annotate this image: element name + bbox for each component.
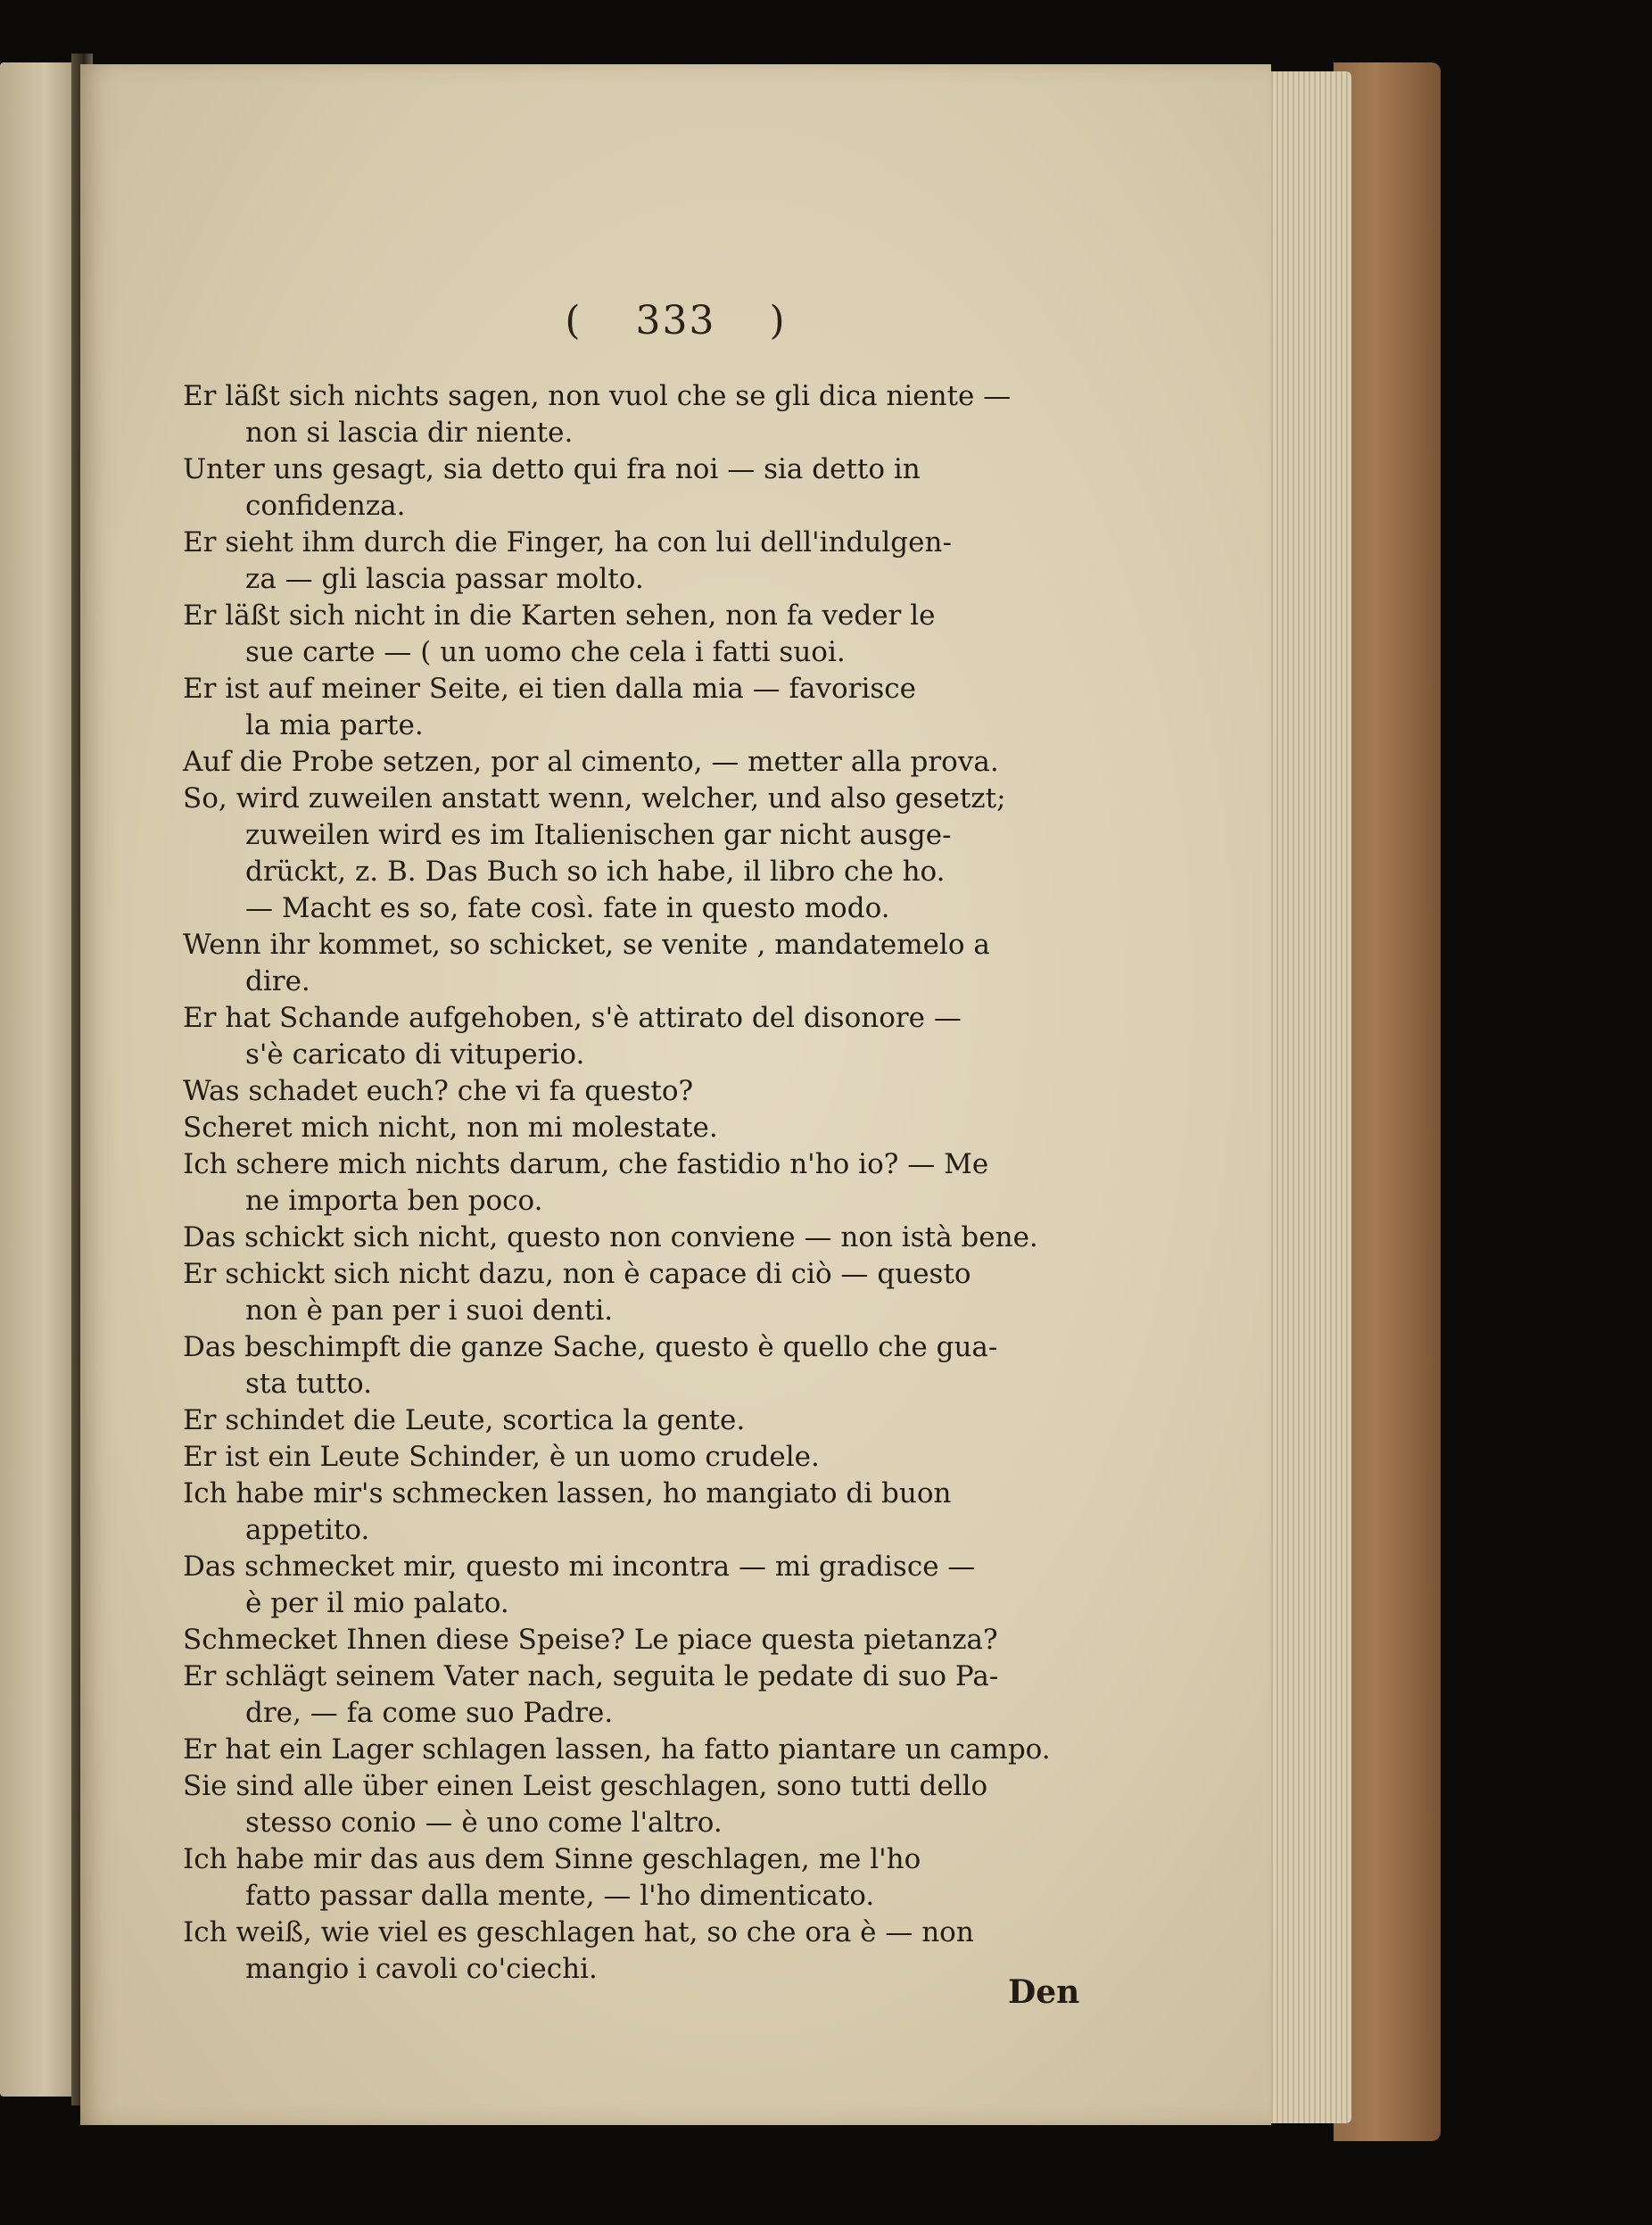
entry-line: Ich habe mir's schmecken lassen, ho mangiato di buon — [183, 1477, 952, 1510]
page-header — [80, 298, 1271, 343]
entry-line: ne importa ben poco. — [245, 1185, 543, 1217]
entry-line: stesso conio — è uno come l'altro. — [245, 1807, 723, 1839]
dictionary-entry — [183, 1841, 1164, 1915]
entry-line: la mia parte. — [245, 709, 424, 741]
entry-line: s'è caricato di vituperio. — [245, 1038, 585, 1071]
left-facing-page — [0, 62, 82, 2097]
dictionary-entry — [183, 1768, 1164, 1841]
dictionary-entry — [183, 598, 1164, 671]
dictionary-entry — [183, 378, 1164, 451]
dictionary-entry — [183, 1658, 1164, 1732]
entry-line: Er schindet die Leute, scortica la gente. — [183, 1404, 746, 1436]
entry-line: Das beschimpft die ganze Sache, questo è quello che gua- — [183, 1331, 998, 1363]
entry-line: non si lascia dir niente. — [245, 417, 574, 449]
entry-line: Sie sind alle über einen Leist geschlagen, sono tutti dello — [183, 1770, 988, 1802]
dictionary-entry — [183, 1549, 1164, 1622]
dictionary-entry — [183, 781, 1164, 927]
entry-line: So, wird zuweilen anstatt wenn, welcher, und also gesetzt; — [183, 782, 1006, 815]
entry-line: Unter uns gesagt, sia detto qui fra noi — sia detto in — [183, 453, 921, 485]
dictionary-entry — [183, 927, 1164, 1000]
entry-line: drückt, z. B. Das Buch so ich habe, il libro che ho. — [245, 856, 946, 888]
entry-line: Was schadet euch? che vi fa questo? — [183, 1075, 694, 1107]
entry-line: Er ist ein Leute Schinder, è un uomo crudele. — [183, 1441, 820, 1473]
dictionary-entry — [183, 1146, 1164, 1220]
entry-line: Ich weiß, wie viel es geschlagen hat, so che ora è — non — [183, 1916, 974, 1948]
entry-line: Er läßt sich nicht in die Karten sehen, non fa veder le — [183, 600, 936, 632]
dictionary-entry — [183, 1256, 1164, 1329]
entry-line: fatto passar dalla mente, — l'ho dimenticato. — [245, 1880, 875, 1912]
page-number: 333 — [635, 298, 716, 343]
page-edges — [1262, 71, 1351, 2123]
entry-line: Ich schere mich nichts darum, che fastidio n'ho io? — Me — [183, 1148, 989, 1180]
entry-line: dire. — [245, 965, 310, 997]
entry-line: Er ist auf meiner Seite, ei tien dalla mia — favorisce — [183, 673, 916, 705]
entry-line: Er läßt sich nichts sagen, non vuol che se gli dica niente — — [183, 380, 1012, 412]
entry-line: è per il mio palato. — [245, 1587, 509, 1619]
entry-line: — Macht es so, fate così. fate in questo modo. — [245, 892, 890, 924]
dictionary-entry — [183, 1732, 1164, 1768]
entry-line: Wenn ihr kommet, so schicket, se venite , mandatemelo a — [183, 929, 990, 961]
entry-line: sta tutto. — [245, 1368, 373, 1400]
header-paren-left: ( — [565, 298, 582, 343]
page-text — [183, 378, 1164, 1988]
entry-line: Auf die Probe setzen, por al cimento, — metter alla prova. — [183, 746, 999, 778]
dictionary-entry — [183, 1220, 1164, 1256]
dictionary-entry — [183, 1110, 1164, 1146]
entry-line: Das schickt sich nicht, questo non conviene — non istà bene. — [183, 1221, 1038, 1253]
entry-line: Ich habe mir das aus dem Sinne geschlagen, me l'ho — [183, 1843, 921, 1875]
entry-line: non è pan per i suoi denti. — [245, 1294, 614, 1327]
dictionary-entry — [183, 1402, 1164, 1439]
dictionary-entry — [183, 744, 1164, 781]
entry-line: Er hat Schande aufgehoben, s'è attirato del disonore — — [183, 1002, 962, 1034]
catchword: Den — [1008, 1973, 1080, 2011]
dictionary-entry — [183, 1622, 1164, 1658]
dictionary-entry — [183, 1073, 1164, 1110]
entry-line: confidenza. — [245, 490, 406, 522]
dictionary-entry — [183, 451, 1164, 525]
entry-line: Er sieht ihm durch die Finger, ha con lui dell'indulgen- — [183, 526, 952, 558]
dictionary-entry — [183, 525, 1164, 598]
entry-line: Das schmecket mir, questo mi incontra — mi gradisce — — [183, 1551, 976, 1583]
entry-line: dre, — fa come suo Padre. — [245, 1697, 614, 1729]
entry-line: Er schickt sich nicht dazu, non è capace di ciò — questo — [183, 1258, 971, 1290]
dictionary-entry — [183, 1000, 1164, 1073]
book-page — [80, 64, 1271, 2125]
entry-line: Scheret mich nicht, non mi molestate. — [183, 1112, 718, 1144]
header-paren-right: ) — [769, 298, 787, 343]
entry-line: Er schlägt seinem Vater nach, seguita le pedate di suo Pa- — [183, 1660, 999, 1692]
entry-line: sue carte — ( un uomo che cela i fatti suoi. — [245, 636, 846, 668]
dictionary-entry — [183, 1476, 1164, 1549]
dictionary-entry — [183, 1329, 1164, 1402]
entry-line: mangio i cavoli co'ciechi. — [245, 1953, 598, 1985]
dictionary-entry — [183, 671, 1164, 744]
entry-line: zuweilen wird es im Italienischen gar nicht ausge- — [245, 819, 952, 851]
entry-line: appetito. — [245, 1514, 370, 1546]
dictionary-entry — [183, 1439, 1164, 1476]
entry-line: Er hat ein Lager schlagen lassen, ha fatto piantare un campo. — [183, 1733, 1051, 1766]
entry-line: za — gli lascia passar molto. — [245, 563, 644, 595]
entry-line: Schmecket Ihnen diese Speise? Le piace questa pietanza? — [183, 1624, 998, 1656]
